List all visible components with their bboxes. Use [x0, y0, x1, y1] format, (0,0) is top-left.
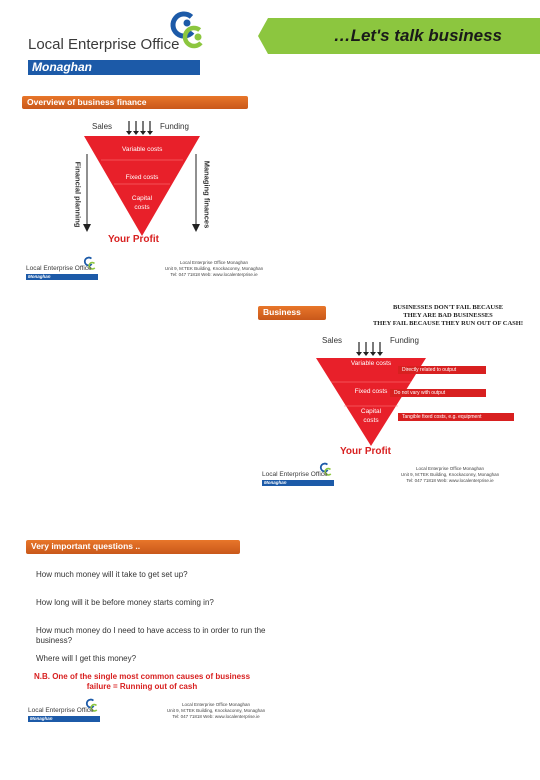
arrows-down-icon	[356, 342, 384, 356]
managing-finances-label: Managing finances	[202, 160, 212, 229]
warning-line-2: THEY ARE BAD BUSINESSES	[403, 312, 493, 319]
slide-title: Very important questions ..	[26, 540, 240, 554]
footer-county-bar: Monaghan	[262, 480, 334, 486]
question-1: How much money will it take to get set up?	[36, 570, 188, 579]
address-line-1: Local Enterprise Office Monaghan	[416, 466, 484, 471]
header-logo	[26, 10, 206, 54]
footer-logo-2	[262, 462, 337, 488]
fixed-note: Do not vary with output	[390, 389, 486, 397]
address-line-3: Tel: 047 71818 Web: www.localenterprise.ie	[406, 478, 494, 483]
planning-arrow-icon	[83, 154, 91, 232]
warning-line-3: THEY FAIL BECAUSE THEY RUN OUT OF CASH!	[372, 320, 524, 327]
address-line-1: Local Enterprise Office Monaghan	[182, 702, 250, 707]
address-line-3: Tel: 047 71818 Web: www.localenterprise.ie	[172, 714, 260, 719]
managing-arrow-icon	[192, 154, 200, 232]
footer-logo-3	[28, 698, 103, 724]
address-line-2: Unit 9, M:TEK Building, Knockaconny, Monaghan	[400, 472, 500, 477]
nb-line-1: N.B. One of the single most common causes of business	[33, 672, 251, 681]
variable-note: Directly related to output	[398, 366, 486, 374]
variable-costs-label: Variable costs	[122, 146, 163, 153]
logo-text: Local Enterprise Office	[28, 36, 180, 53]
question-4: Where will I get this money?	[36, 654, 137, 663]
footer-address-1	[154, 260, 274, 278]
slide-title: Business Costs	[258, 306, 326, 320]
address-line-2: Unit 9, M:TEK Building, Knockaconny, Monaghan	[166, 708, 266, 713]
profit-label: Your Profit	[108, 234, 159, 245]
footer-logo-text: Local Enterprise Office	[26, 265, 92, 272]
footer-address-3	[156, 702, 276, 720]
fixed-costs-label: Fixed costs	[125, 174, 159, 181]
question-3: How much money do I need to have access to in order to run the business?	[36, 626, 266, 645]
slide-questions	[26, 540, 266, 700]
address-line-1: Local Enterprise Office Monaghan	[180, 260, 248, 265]
footer-logo-text: Local Enterprise Office	[28, 707, 94, 714]
footer-logo-1	[26, 256, 101, 282]
arrows-down-icon	[126, 121, 154, 135]
address-line-3: Tel: 047 71818 Web: www.localenterprise.ie	[170, 272, 258, 277]
capital-costs-label-1: Capital	[360, 408, 382, 415]
capital-costs-label-2: costs	[363, 417, 379, 424]
warning-line-1: BUSINESSES DON'T FAIL BECAUSE	[392, 304, 504, 311]
sales-label: Sales	[92, 122, 113, 131]
footer-address-2	[390, 466, 510, 484]
footer-logo-text: Local Enterprise Office	[262, 471, 328, 478]
question-2: How long will it be before money starts coming in?	[36, 598, 214, 607]
capital-note: Tangible fixed costs, e.g. equipment	[398, 413, 514, 421]
footer-county-bar: Monaghan	[28, 716, 100, 722]
fixed-costs-label: Fixed costs	[354, 388, 388, 395]
financial-planning-label: Financial planning	[73, 161, 83, 228]
profit-label: Your Profit	[340, 446, 391, 457]
funding-label: Funding	[390, 336, 419, 345]
footer-county-bar: Monaghan	[26, 274, 98, 280]
cash-warning	[358, 304, 538, 328]
funding-label: Funding	[160, 122, 189, 131]
nb-line-2: failure = Running out of cash	[86, 682, 198, 691]
address-line-2: Unit 9, M:TEK Building, Knockaconny, Monaghan	[164, 266, 264, 271]
capital-costs-label-1: Capital	[131, 195, 153, 202]
slide-title: Overview of business finance	[22, 96, 248, 109]
sales-label: Sales	[322, 336, 343, 345]
variable-costs-label: Variable costs	[350, 360, 392, 367]
county-bar: Monaghan	[28, 60, 200, 75]
capital-costs-label-2: costs	[134, 204, 150, 211]
tagline: …Let's talk business	[333, 26, 502, 45]
